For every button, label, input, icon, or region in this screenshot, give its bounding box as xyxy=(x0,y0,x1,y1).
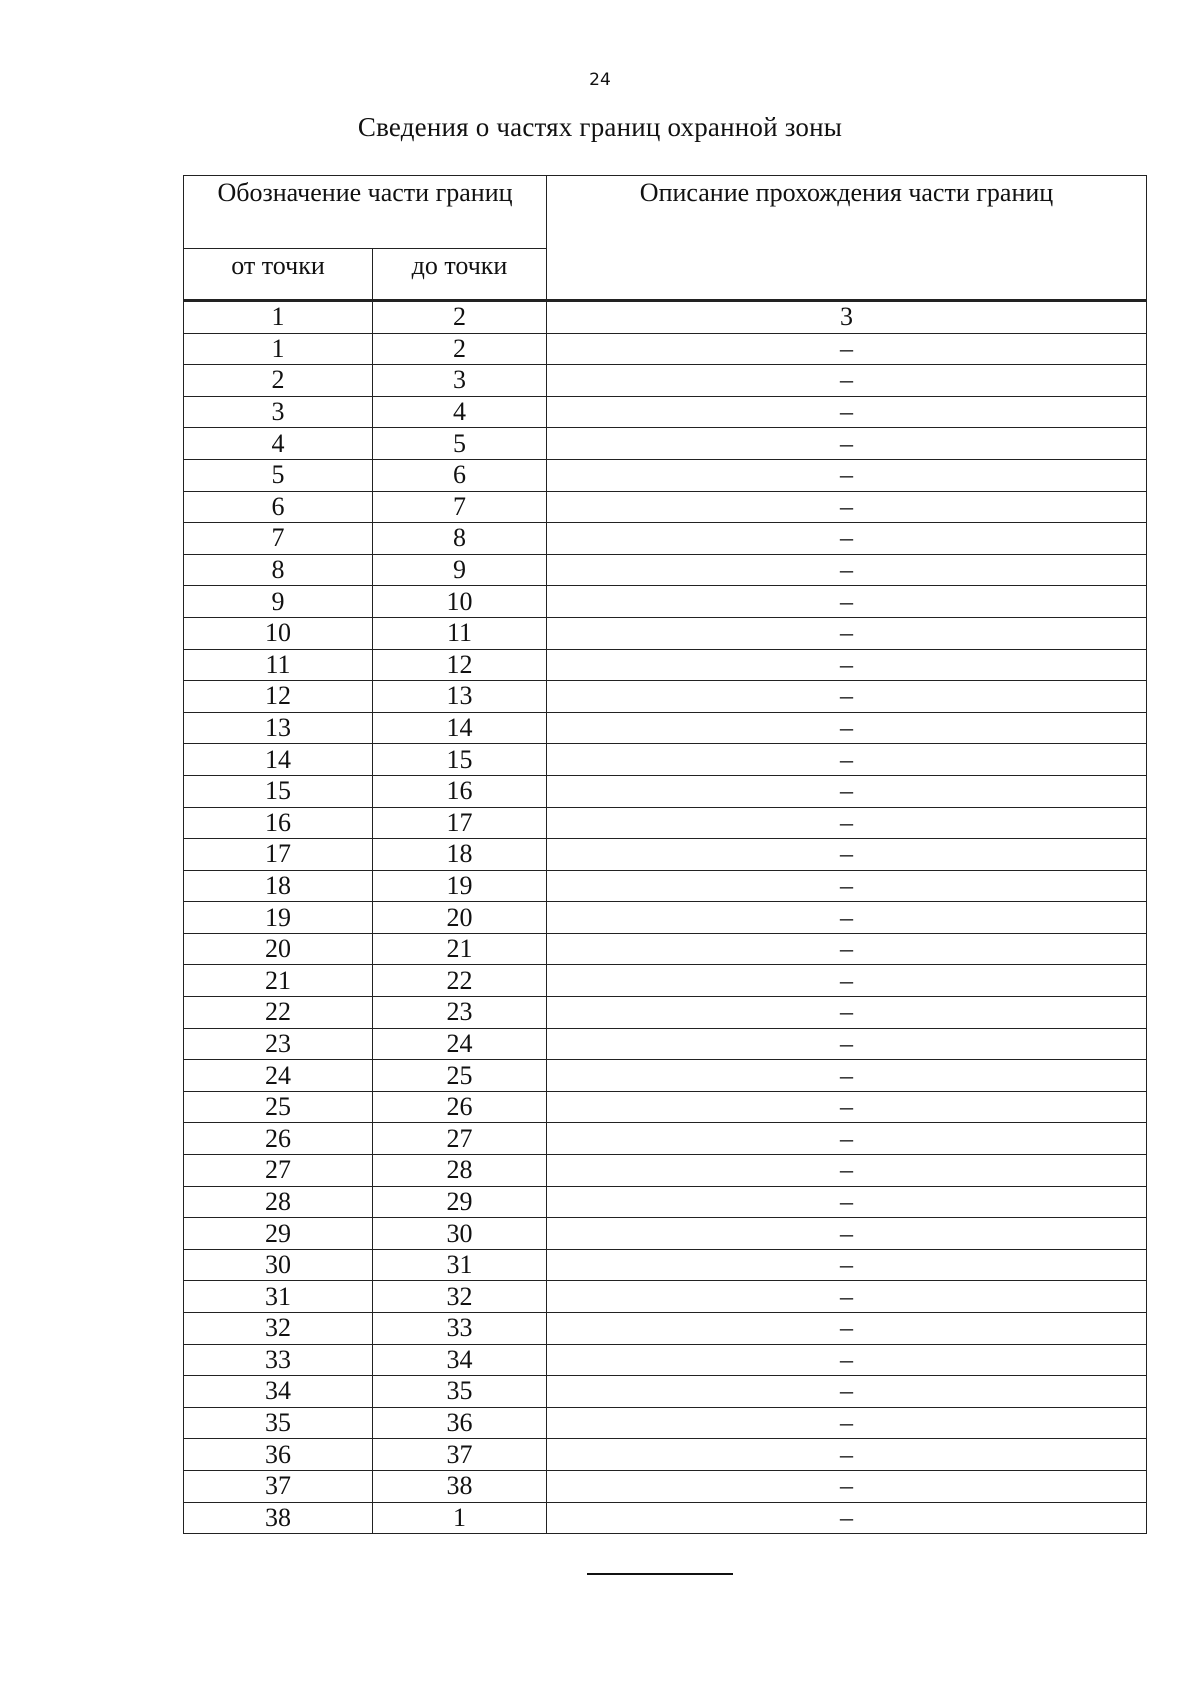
description-cell: – xyxy=(547,1155,1147,1187)
to-point-cell: 28 xyxy=(373,1155,547,1187)
description-cell: – xyxy=(547,617,1147,649)
table-row xyxy=(184,1281,1147,1313)
table-row xyxy=(184,902,1147,934)
table-row xyxy=(184,649,1147,681)
description-cell: – xyxy=(547,965,1147,997)
description-cell: – xyxy=(547,807,1147,839)
from-point-cell: 13 xyxy=(184,712,373,744)
header-boundary-designation: Обозначение части границ xyxy=(184,176,547,249)
description-cell: – xyxy=(547,1218,1147,1250)
boundary-parts-table-container xyxy=(183,175,1146,1534)
to-point-cell: 3 xyxy=(373,365,547,397)
to-point-cell: 26 xyxy=(373,1091,547,1123)
description-cell: – xyxy=(547,1091,1147,1123)
from-point-cell: 3 xyxy=(184,396,373,428)
table-row xyxy=(184,1218,1147,1250)
table-row xyxy=(184,617,1147,649)
to-point-cell: 9 xyxy=(373,554,547,586)
description-cell: – xyxy=(547,744,1147,776)
from-point-cell: 16 xyxy=(184,807,373,839)
description-cell: – xyxy=(547,681,1147,713)
header-row-1 xyxy=(184,176,1147,249)
column-index-cell: 1 xyxy=(184,301,373,334)
description-cell: – xyxy=(547,1281,1147,1313)
to-point-cell: 12 xyxy=(373,649,547,681)
to-point-cell: 1 xyxy=(373,1502,547,1534)
from-point-cell: 28 xyxy=(184,1186,373,1218)
page-title: Сведения о частях границ охранной зоны xyxy=(357,112,843,142)
description-cell: – xyxy=(547,523,1147,555)
table-header xyxy=(184,176,1147,301)
table-row xyxy=(184,1313,1147,1345)
header-from-point: от точки xyxy=(184,249,373,301)
to-point-cell: 38 xyxy=(373,1470,547,1502)
description-cell: – xyxy=(547,1028,1147,1060)
to-point-cell: 33 xyxy=(373,1313,547,1345)
from-point-cell: 8 xyxy=(184,554,373,586)
table-row xyxy=(184,775,1147,807)
description-cell: – xyxy=(547,902,1147,934)
from-point-cell: 12 xyxy=(184,681,373,713)
description-cell: – xyxy=(547,870,1147,902)
from-point-cell: 9 xyxy=(184,586,373,618)
from-point-cell: 36 xyxy=(184,1439,373,1471)
to-point-cell: 6 xyxy=(373,459,547,491)
description-cell: – xyxy=(547,1344,1147,1376)
table-row xyxy=(184,523,1147,555)
to-point-cell: 10 xyxy=(373,586,547,618)
column-index-row xyxy=(184,301,1147,334)
description-cell: – xyxy=(547,1123,1147,1155)
description-cell: – xyxy=(547,365,1147,397)
from-point-cell: 19 xyxy=(184,902,373,934)
to-point-cell: 21 xyxy=(373,933,547,965)
from-point-cell: 4 xyxy=(184,428,373,460)
table-row xyxy=(184,997,1147,1029)
table-row xyxy=(184,1091,1147,1123)
table-row xyxy=(184,933,1147,965)
description-cell: – xyxy=(547,1470,1147,1502)
from-point-cell: 33 xyxy=(184,1344,373,1376)
from-point-cell: 23 xyxy=(184,1028,373,1060)
table-row xyxy=(184,428,1147,460)
description-cell: – xyxy=(547,428,1147,460)
to-point-cell: 36 xyxy=(373,1407,547,1439)
description-cell: – xyxy=(547,1376,1147,1408)
description-cell: – xyxy=(547,997,1147,1029)
from-point-cell: 21 xyxy=(184,965,373,997)
header-boundary-description: Описание прохождения части границ xyxy=(547,176,1147,301)
to-point-cell: 17 xyxy=(373,807,547,839)
from-point-cell: 32 xyxy=(184,1313,373,1345)
footer-divider xyxy=(587,1573,733,1575)
to-point-cell: 31 xyxy=(373,1249,547,1281)
from-point-cell: 10 xyxy=(184,617,373,649)
table-row xyxy=(184,333,1147,365)
to-point-cell: 23 xyxy=(373,997,547,1029)
from-point-cell: 29 xyxy=(184,1218,373,1250)
boundary-parts-table xyxy=(183,175,1147,1534)
table-row xyxy=(184,965,1147,997)
from-point-cell: 27 xyxy=(184,1155,373,1187)
to-point-cell: 37 xyxy=(373,1439,547,1471)
column-index-cell: 2 xyxy=(373,301,547,334)
from-point-cell: 17 xyxy=(184,839,373,871)
table-row xyxy=(184,1439,1147,1471)
to-point-cell: 30 xyxy=(373,1218,547,1250)
table-row xyxy=(184,807,1147,839)
description-cell: – xyxy=(547,1502,1147,1534)
from-point-cell: 31 xyxy=(184,1281,373,1313)
to-point-cell: 2 xyxy=(373,333,547,365)
to-point-cell: 16 xyxy=(373,775,547,807)
description-cell: – xyxy=(547,933,1147,965)
table-row xyxy=(184,365,1147,397)
from-point-cell: 34 xyxy=(184,1376,373,1408)
from-point-cell: 26 xyxy=(184,1123,373,1155)
table-row xyxy=(184,1249,1147,1281)
table-row xyxy=(184,1123,1147,1155)
table-row xyxy=(184,459,1147,491)
table-row xyxy=(184,870,1147,902)
table-row xyxy=(184,712,1147,744)
description-cell: – xyxy=(547,775,1147,807)
description-cell: – xyxy=(547,1313,1147,1345)
table-row xyxy=(184,396,1147,428)
from-point-cell: 6 xyxy=(184,491,373,523)
to-point-cell: 19 xyxy=(373,870,547,902)
from-point-cell: 37 xyxy=(184,1470,373,1502)
table-row xyxy=(184,1186,1147,1218)
table-row xyxy=(184,1060,1147,1092)
table-row xyxy=(184,1344,1147,1376)
table-row xyxy=(184,1376,1147,1408)
to-point-cell: 29 xyxy=(373,1186,547,1218)
table-row xyxy=(184,1155,1147,1187)
table-row xyxy=(184,681,1147,713)
description-cell: – xyxy=(547,1249,1147,1281)
to-point-cell: 20 xyxy=(373,902,547,934)
from-point-cell: 15 xyxy=(184,775,373,807)
description-cell: – xyxy=(547,1439,1147,1471)
table-row xyxy=(184,1470,1147,1502)
to-point-cell: 13 xyxy=(373,681,547,713)
from-point-cell: 1 xyxy=(184,333,373,365)
to-point-cell: 32 xyxy=(373,1281,547,1313)
page-number: 24 xyxy=(589,70,611,90)
from-point-cell: 11 xyxy=(184,649,373,681)
from-point-cell: 35 xyxy=(184,1407,373,1439)
to-point-cell: 18 xyxy=(373,839,547,871)
from-point-cell: 2 xyxy=(184,365,373,397)
from-point-cell: 30 xyxy=(184,1249,373,1281)
description-cell: – xyxy=(547,839,1147,871)
table-row xyxy=(184,586,1147,618)
table-row xyxy=(184,1407,1147,1439)
description-cell: – xyxy=(547,712,1147,744)
from-point-cell: 5 xyxy=(184,459,373,491)
description-cell: – xyxy=(547,649,1147,681)
table-row xyxy=(184,1028,1147,1060)
to-point-cell: 25 xyxy=(373,1060,547,1092)
to-point-cell: 35 xyxy=(373,1376,547,1408)
from-point-cell: 25 xyxy=(184,1091,373,1123)
to-point-cell: 4 xyxy=(373,396,547,428)
from-point-cell: 22 xyxy=(184,997,373,1029)
header-to-point: до точки xyxy=(373,249,547,301)
description-cell: – xyxy=(547,586,1147,618)
from-point-cell: 18 xyxy=(184,870,373,902)
to-point-cell: 34 xyxy=(373,1344,547,1376)
to-point-cell: 5 xyxy=(373,428,547,460)
description-cell: – xyxy=(547,1407,1147,1439)
to-point-cell: 22 xyxy=(373,965,547,997)
description-cell: – xyxy=(547,1060,1147,1092)
to-point-cell: 24 xyxy=(373,1028,547,1060)
table-row xyxy=(184,744,1147,776)
from-point-cell: 14 xyxy=(184,744,373,776)
from-point-cell: 7 xyxy=(184,523,373,555)
description-cell: – xyxy=(547,459,1147,491)
to-point-cell: 8 xyxy=(373,523,547,555)
to-point-cell: 11 xyxy=(373,617,547,649)
from-point-cell: 24 xyxy=(184,1060,373,1092)
from-point-cell: 20 xyxy=(184,933,373,965)
description-cell: – xyxy=(547,554,1147,586)
to-point-cell: 14 xyxy=(373,712,547,744)
column-index-cell: 3 xyxy=(547,301,1147,334)
to-point-cell: 27 xyxy=(373,1123,547,1155)
description-cell: – xyxy=(547,333,1147,365)
description-cell: – xyxy=(547,1186,1147,1218)
table-row xyxy=(184,491,1147,523)
to-point-cell: 15 xyxy=(373,744,547,776)
description-cell: – xyxy=(547,491,1147,523)
table-body xyxy=(184,301,1147,1534)
from-point-cell: 38 xyxy=(184,1502,373,1534)
table-row xyxy=(184,554,1147,586)
to-point-cell: 7 xyxy=(373,491,547,523)
description-cell: – xyxy=(547,396,1147,428)
table-row xyxy=(184,1502,1147,1534)
table-row xyxy=(184,839,1147,871)
